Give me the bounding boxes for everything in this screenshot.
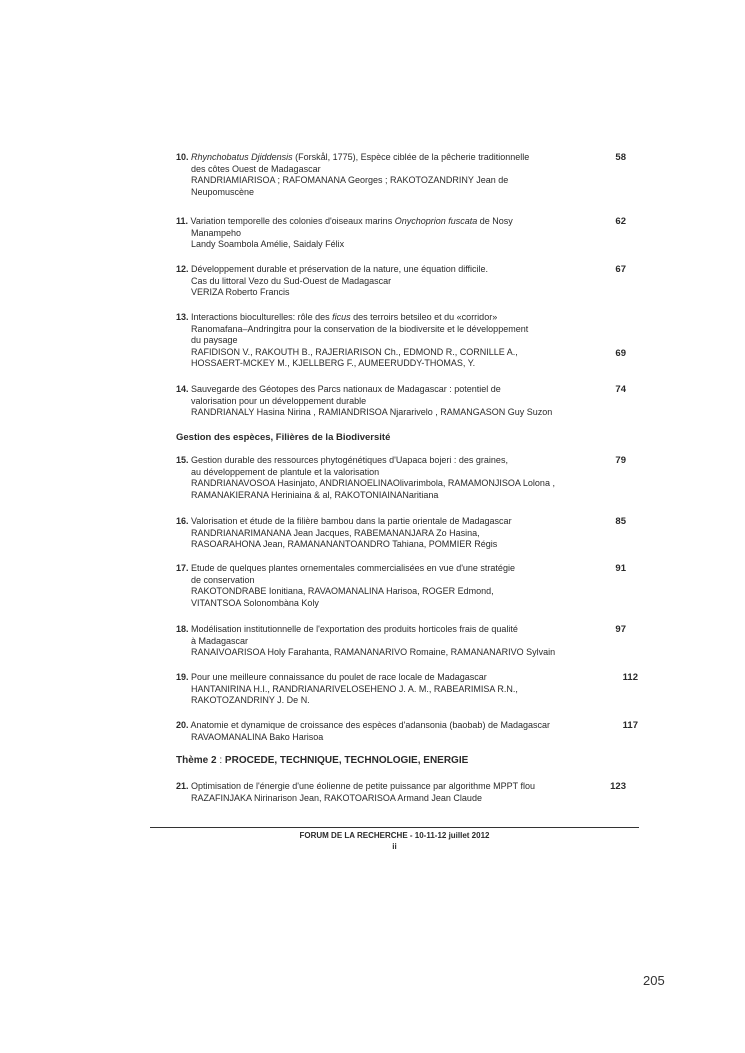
entry-title-text: Interactions bioculturelles: rôle des [191,312,333,322]
entry-line: du paysage [191,335,238,346]
section-heading: Gestion des espèces, Filières de la Biodiversité [176,432,391,443]
entry-line: à Madagascar [191,635,249,646]
entry-title-text: Modélisation institutionnelle de l'exportation des produits horticoles frais de qualité [191,624,518,634]
entry-authors: RANDRIANALY Hasina Nirina , RAMIANDRISOA Njararivelo , RAMANGASON Guy Suzon [191,407,553,418]
entry-title-text: Etude de quelques plantes ornementales commercialisées en vue d'une stratégie [191,563,515,573]
entry-page-number: 85 [615,516,626,527]
toc-entry-13 [176,312,626,374]
footer-rule [150,827,639,828]
entry-line: Cas du littoral Vezo du Sud-Ouest de Madagascar [191,275,392,286]
theme-title: PROCEDE, TECHNIQUE, TECHNOLOGIE, ENERGIE [224,755,469,766]
entry-title-text: Valorisation et étude de la filière bambou dans la partie orientale de Madagascar [191,516,512,526]
entry-page-number: 91 [615,563,626,574]
theme-label: Thème 2 [176,755,217,766]
toc-entry-14 [176,384,626,424]
entry-title [176,516,512,528]
entry-page-number: 112 [622,672,638,683]
footer-title: FORUM DE LA RECHERCHE - 10-11-12 juillet 2012 [299,831,490,840]
entry-authors: RANDRIANAVOSOA Hasinjato, ANDRIANOELINAOlivarimbola, RAMAMONJISOA Lolona , [191,478,555,489]
toc-entry-16 [176,516,626,556]
entry-title-italic: ficus [332,312,351,322]
entry-authors: HANTANIRINA H.I., RANDRIANARIVELOSEHENO J. A. M., RABEARIMISA R.N., [191,683,518,694]
entry-number: 10. [176,152,189,162]
toc-entry-21 [176,781,626,809]
theme-separator: : [216,755,225,766]
entry-number: 12. [176,264,189,274]
entry-title-text: des terroirs betsileo et du «corridor» [350,312,498,322]
entry-title-italic: Rhynchobatus Djiddensis [191,152,293,162]
entry-number: 21. [176,781,189,791]
entry-title [176,781,535,793]
entry-authors: RANDRIANARIMANANA Jean Jacques, RABEMANANJARA Zo Hasina, [191,527,480,538]
entry-authors: VERIZA Roberto Francis [191,287,290,298]
entry-title [176,216,513,228]
entry-authors: RAKOTOZANDRINY J. De N. [191,695,310,706]
entry-line: de conservation [191,574,255,585]
entry-title-text: Développement durable et préservation de la nature, une équation difficile. [191,264,489,274]
entry-title [176,384,501,396]
entry-title-text: de Nosy [477,216,513,226]
entry-title [176,672,487,684]
entry-line: au développement de plantule et la valorisation [191,466,380,477]
entry-authors: RANDRIAMIARISOA ; RAFOMANANA Georges ; RAKOTOZANDRINY Jean de [191,175,509,186]
entry-authors: RANAIVOARISOA Holy Farahanta, RAMANANARIVO Romaine, RAMANANARIVO Sylvain [191,647,556,658]
entry-authors: RAZAFINJAKA Nirinarison Jean, RAKOTOARISOA Armand Jean Claude [191,792,482,803]
entry-title-text: Variation temporelle des colonies d'oiseaux marins [190,216,395,226]
entry-title [176,720,550,732]
entry-line: des côtes Ouest de Madagascar [191,163,321,174]
entry-authors: Neupomuscène [191,186,255,197]
entry-authors: RAKOTONDRABE Ionitiana, RAVAOMANALINA Harisoa, ROGER Edmond, [191,586,494,597]
entry-authors: HOSSAERT-MCKEY M., KJELLBERG F., AUMEERUDDY-THOMAS, Y. [191,358,476,369]
entry-title-italic: Onychoprion fuscata [394,216,478,226]
entry-page-number: 58 [615,152,626,163]
entry-title [176,455,508,467]
entry-title [176,563,515,575]
entry-line: valorisation pour un développement durable [191,395,367,406]
theme-heading [176,755,468,766]
toc-entry-15 [176,455,626,505]
entry-page-number: 62 [615,216,626,227]
entry-number: 17. [176,563,189,573]
entry-page-number: 117 [622,720,638,731]
entry-page-number: 79 [615,455,626,466]
toc-entry-18 [176,624,626,664]
toc-entry-12 [176,264,626,304]
entry-title [176,264,488,276]
entry-page-number: 123 [610,781,626,792]
entry-page-number: 67 [615,264,626,275]
entry-page-number: 74 [615,384,626,395]
entry-number: 20. [176,720,189,730]
entry-title [176,624,518,636]
entry-title [176,312,497,324]
footer-roman-page: ii [392,842,397,851]
entry-title-text: Optimisation de l'énergie d'une éolienne de petite puissance par algorithme MPPT flou [191,781,536,791]
entry-number: 13. [176,312,189,322]
toc-entry-10 [176,152,626,202]
toc-entry-11 [176,216,626,256]
entry-number: 16. [176,516,189,526]
entry-page-number: 69 [615,348,626,359]
entry-title-text: (Forskål, 1775), Espèce ciblée de la pêcherie traditionnelle [292,152,530,162]
entry-number: 18. [176,624,189,634]
toc-entry-17 [176,563,626,613]
entry-authors: RASOARAHONA Jean, RAMANANANTOANDRO Tahiana, POMMIER Régis [191,539,498,550]
entry-number: 14. [176,384,189,394]
entry-title [176,152,529,164]
entry-number: 11. [176,216,189,226]
entry-title-text: Pour une meilleure connaissance du poulet de race locale de Madagascar [191,672,487,682]
entry-authors: RAMANAKIERANA Heriniaina & al, RAKOTONIAINANaritiana [191,489,439,500]
entry-title-text: Sauvegarde des Géotopes des Parcs nationaux de Madagascar : potentiel de [191,384,501,394]
entry-authors: VITANTSOA Solonombàna Koly [191,597,319,608]
entry-authors: RAFIDISON V., RAKOUTH B., RAJERIARISON Ch., EDMOND R., CORNILLE A., [191,346,518,357]
entry-title-text: Gestion durable des ressources phytogénétiques d'Uapaca bojeri : des graines, [191,455,508,465]
entry-title-text: Anatomie et dynamique de croissance des espèces d'adansonia (baobab) de Madagascar [190,720,550,730]
entry-number: 15. [176,455,189,465]
entry-authors: Landy Soambola Amélie, Saidaly Félix [191,239,345,250]
toc-entry-20 [176,720,638,748]
entry-page-number: 97 [615,624,626,635]
entry-line: Manampeho [191,227,242,238]
entry-number: 19. [176,672,189,682]
page-number: 205 [643,973,665,988]
toc-entry-19 [176,672,638,712]
entry-authors: RAVAOMANALINA Bako Harisoa [191,731,324,742]
entry-line: Ranomafana–Andringitra pour la conservation de la biodiversite et le développement [191,323,529,334]
